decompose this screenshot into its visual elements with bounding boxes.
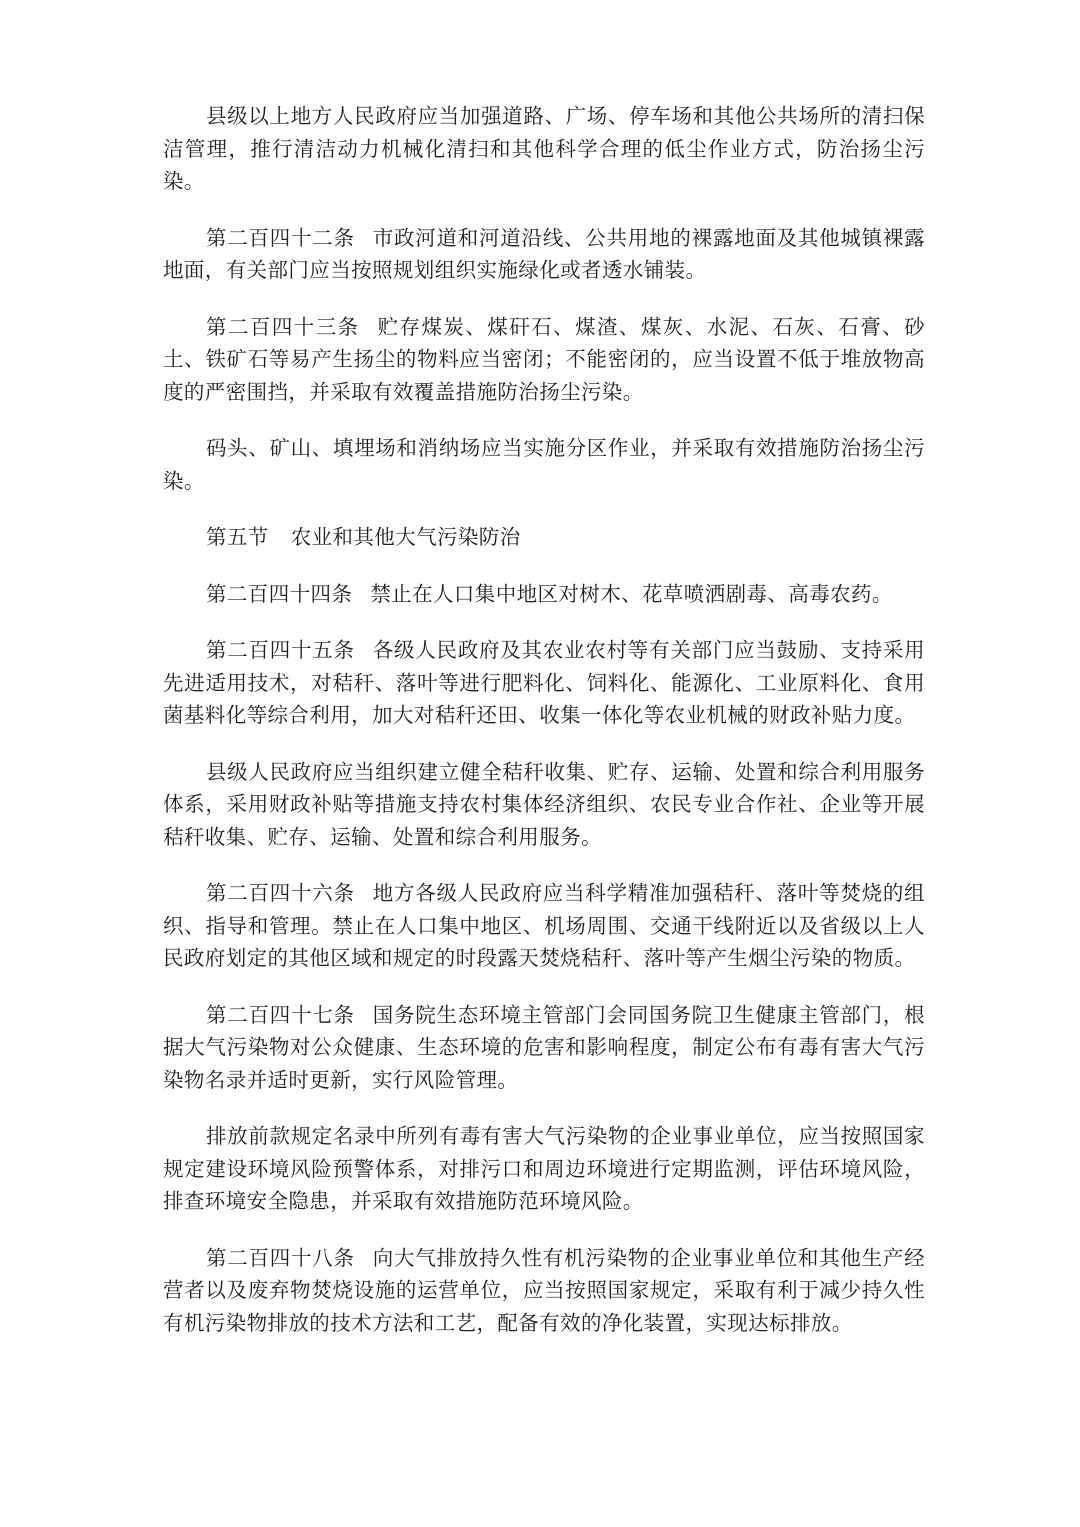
section-number: 第五节 [206,525,269,549]
article-number: 第二百四十六条 [206,881,355,905]
article-243 [163,311,925,409]
article-number: 第二百四十八条 [206,1245,355,1270]
article-text: 向大气排放持久性有机污染物的企业事业单位和其他生产经营者以及废弃物焚烧设施的运营单位，应当按照国家规定，采取有利于减少持久性有机污染物排放的技术方法和工艺，配备有效的净化装置，实现达标排放。 [163,1245,925,1335]
article-number: 第二百四十四条 [206,581,353,606]
article-number: 第二百四十七条 [206,1002,355,1027]
paragraph-text: 排放前款规定名录中所列有毒有害大气污染物的企业事业单位，应当按照国家规定建设环境风险预警体系，对排污口和周边环境进行定期监测，评估环境风险，排查环境安全隐患，并采取有效措施防范环境风险。 [163,1124,925,1213]
article-text: 地方各级人民政府应当科学精准加强秸秆、落叶等焚烧的组织、指导和管理。禁止在人口集中地区、机场周围、交通干线附近以及省级以上人民政府划定的其他区域和规定的时段露天焚烧秸秆、落叶等产生烟尘污染的物质。 [163,881,925,970]
paragraph-road-cleaning [163,100,925,198]
article-text: 贮存煤炭、煤矸石、煤渣、煤灰、水泥、石灰、石膏、砂土、铁矿石等易产生扬尘的物料应当密闭；不能密闭的，应当设置不低于堆放物高度的严密围挡，并采取有效覆盖措施防治扬尘污染。 [163,314,925,404]
paragraph-text: 码头、矿山、填埋场和消纳场应当实施分区作业，并采取有效措施防治扬尘污染。 [163,436,925,493]
article-246 [163,877,925,975]
article-247 [163,999,925,1097]
article-244 [163,578,925,611]
article-number: 第二百四十二条 [206,225,355,250]
document-page [163,100,925,1363]
paragraph-straw-service [163,756,925,854]
section-heading [163,521,925,554]
article-number: 第二百四十五条 [206,638,355,662]
section-title: 农业和其他大气污染防治 [290,525,521,549]
paragraph-text: 县级以上地方人民政府应当加强道路、广场、停车场和其他公共场所的清扫保洁管理，推行清洁动力机械化清扫和其他科学合理的低尘作业方式，防治扬尘污染。 [163,104,925,193]
article-248 [163,1242,925,1340]
article-text: 各级人民政府及其农业农村等有关部门应当鼓励、支持采用先进适用技术，对秸秆、落叶等进行肥料化、饲料化、能源化、工业原料化、食用菌基料化等综合利用，加大对秸秆还田、收集一体化等农业机械的财政补贴力度。 [163,638,925,727]
article-242 [163,222,925,287]
article-number: 第二百四十三条 [206,314,360,339]
paragraph-text: 县级人民政府应当组织建立健全秸秆收集、贮存、运输、处置和综合利用服务体系，采用财政补贴等措施支持农村集体经济组织、农民专业合作社、企业等开展秸秆收集、贮存、运输、处置和综合利用服务。 [163,759,925,849]
article-text: 国务院生态环境主管部门会同国务院卫生健康主管部门，根据大气污染物对公众健康、生态环境的危害和影响程度，制定公布有毒有害大气污染物名录并适时更新，实行风险管理。 [163,1002,925,1092]
paragraph-risk-warning [163,1120,925,1218]
article-245 [163,634,925,732]
article-text: 市政河道和河道沿线、公共用地的裸露地面及其他城镇裸露地面，有关部门应当按照规划组织实施绿化或者透水铺装。 [163,225,925,282]
article-text: 禁止在人口集中地区对树木、花草喷洒剧毒、高毒农药。 [370,581,893,606]
paragraph-docks-mines [163,432,925,497]
